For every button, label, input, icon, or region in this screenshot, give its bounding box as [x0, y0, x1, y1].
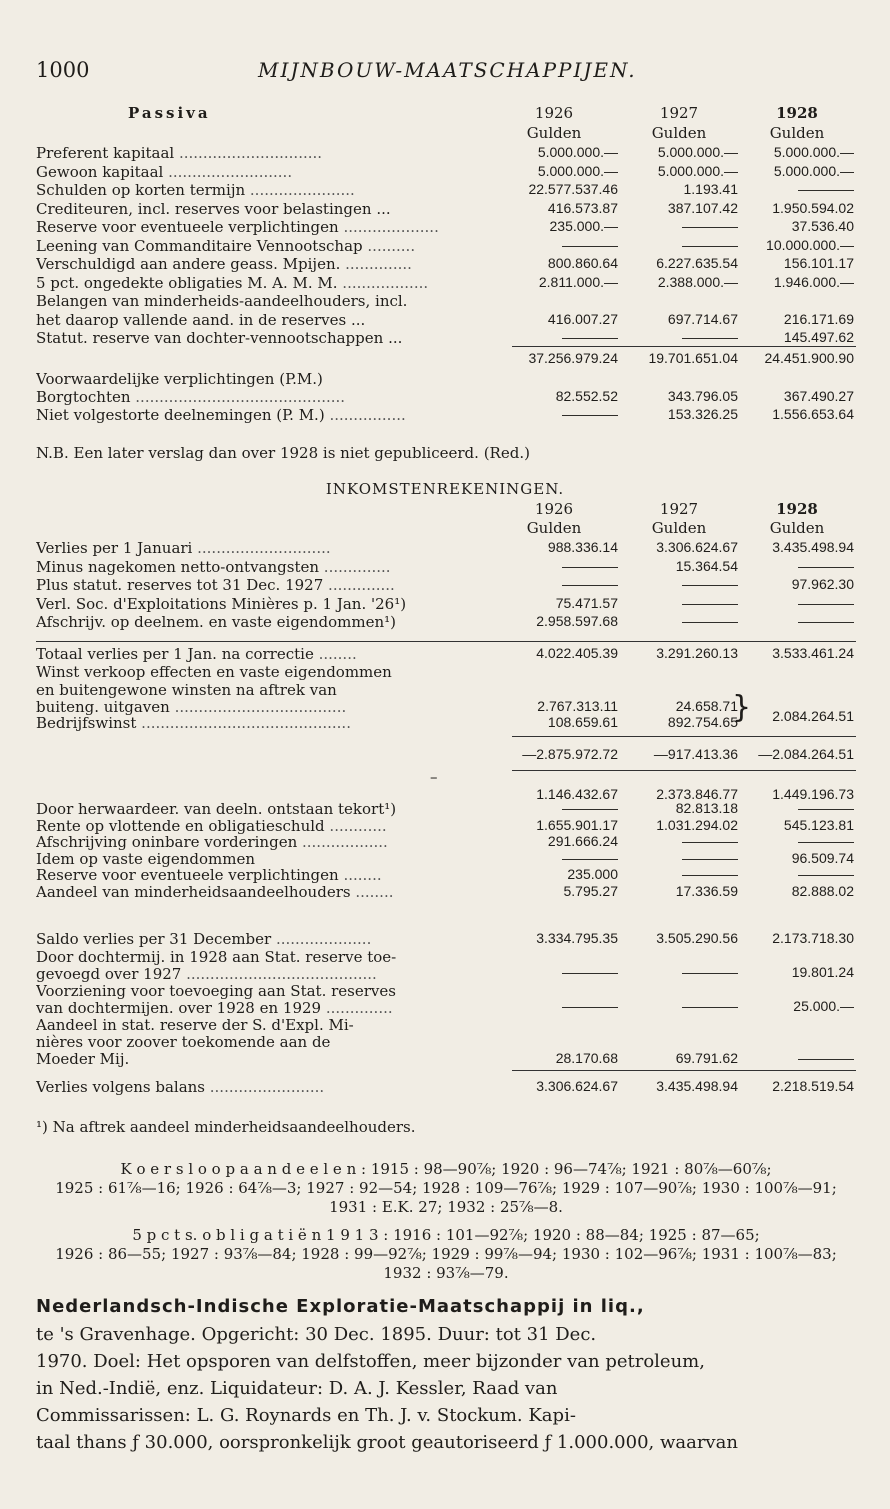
neg-total-rule-top	[512, 736, 856, 737]
value-3: 156.101.17	[783, 255, 854, 271]
value-1: 2.811.000.—	[538, 273, 618, 290]
passiva-note	[0, 444, 890, 464]
value-1: 108.659.61	[547, 714, 618, 730]
passiva-row	[0, 144, 890, 164]
leader-dots: ..................	[297, 833, 388, 851]
passiva-year-header	[0, 104, 890, 124]
value-1: 28.170.68	[555, 1050, 618, 1066]
value-1: 800.860.64	[547, 255, 618, 271]
total-loss-row	[0, 645, 890, 665]
row-label: Bedrijfswinst ............................................	[36, 714, 351, 732]
final-row	[0, 1078, 890, 1098]
aand-values	[0, 1050, 890, 1070]
leader-dots: ..............	[340, 255, 412, 273]
value-2: ————	[682, 833, 738, 849]
value-3: ————	[798, 833, 854, 849]
leader-dots: ........	[338, 866, 382, 884]
value-2: 343.796.05	[667, 388, 738, 404]
income-row	[0, 613, 890, 633]
value-1: 291.666.24	[547, 833, 618, 849]
obligaties-line: 5 p c t s. o b l i g a t i ë n 1 9 1 3 : 1916 : 101—92⅞; 1920 : 88—84; 1925 : 87—65;	[132, 1226, 760, 1244]
value-1: 416.007.27	[547, 310, 618, 327]
value-3: 1.556.653.64	[772, 406, 854, 422]
value-3: 216.171.69	[783, 310, 854, 327]
voorz-values	[0, 998, 890, 1018]
leader-dots: ................	[324, 406, 406, 424]
value-2: 3.505.290.56	[656, 930, 738, 946]
value-3: ————	[798, 557, 854, 574]
saldo-row	[0, 930, 890, 950]
row-label: Aandeel van minderheidsaandeelhouders ........	[36, 882, 394, 901]
passiva-row	[0, 218, 890, 238]
value-2: ————	[682, 849, 738, 866]
value-2: ————	[682, 594, 738, 611]
row-label: Totaal verlies per 1 Jan. na correctie ........	[36, 645, 357, 663]
value-2: ————	[682, 236, 738, 253]
income-year-header	[0, 500, 890, 520]
value-2: 5.000.000.—	[657, 144, 738, 160]
leader-dots: ............................................	[136, 714, 351, 732]
value-2: 3.435.498.94	[656, 1078, 738, 1094]
value-2: ————	[682, 866, 738, 882]
value-2: 82.813.18	[675, 800, 738, 816]
value-3: ————	[798, 613, 854, 629]
value-2: 3.291.260.13	[656, 645, 738, 661]
row-label: Voorwaardelijke verplichtingen (P.M.)	[36, 370, 323, 388]
leader-dots: ............	[324, 816, 387, 835]
page-header	[36, 58, 856, 88]
value-3: 145.497.62	[783, 329, 854, 345]
value-1: 22.577.537.46	[528, 181, 618, 197]
row-label: 5 pct. ongedekte obligaties M. A. M. M. ..................	[36, 273, 429, 292]
value-2: 17.336.59	[675, 882, 738, 899]
value-1: 3.334.795.35	[536, 930, 618, 946]
year-1928: 1928	[776, 104, 818, 122]
value-1: ————	[562, 557, 618, 574]
value-2: —917.413.36	[653, 746, 738, 762]
leader-dots: ............................................	[130, 388, 346, 406]
leader-dots: ..................	[337, 273, 429, 292]
row-label: gevoegd over 1927 ........................................	[36, 965, 377, 983]
value-2: 24.658.71	[675, 698, 738, 714]
company-name	[36, 1294, 864, 1320]
income-title: INKOMSTENREKENINGEN.	[325, 480, 565, 498]
value-3: ————	[798, 866, 854, 882]
row-label: Reserve voor eventueele verplichtingen ....................	[36, 218, 439, 236]
obligaties-line: 1932 : 93⅞—79.	[383, 1264, 509, 1282]
value-3: 2.218.519.54	[772, 1078, 854, 1094]
value-1: ————	[562, 236, 618, 253]
row-label: van dochtermijen. over 1928 en 1929 ..............	[36, 999, 393, 1017]
passiva-row	[0, 274, 890, 294]
value-3: ————	[798, 1050, 854, 1066]
value-3: ————	[798, 800, 854, 816]
row-label: en buitengewone winsten na aftrek van	[36, 680, 337, 699]
value-1: ————	[562, 406, 618, 422]
value-3: 3.435.498.94	[772, 539, 854, 555]
value-3: 96.509.74	[791, 849, 854, 866]
value-3: 2.084.264.51	[772, 708, 854, 724]
income-unit-header	[0, 519, 890, 539]
company-text-line: 1970. Doel: Het opsporen van delfstoffen, meer bijzonder van petroleum,	[36, 1351, 705, 1372]
value-2: 892.754.65	[667, 714, 738, 730]
footnote: ¹) Na aftrek aandeel minderheidsaandeelhouders.	[36, 1118, 416, 1136]
koersloop-line: 1931 : E.K. 27; 1932 : 25⅞—8.	[329, 1198, 563, 1216]
contingent-row	[0, 406, 890, 426]
value-2: 387.107.42	[667, 199, 738, 216]
value-3: 25.000.—	[793, 998, 854, 1014]
row-label: Moeder Mij.	[36, 1050, 130, 1068]
row-label: Statut. reserve van dochter-vennootschappen ...	[36, 329, 403, 347]
row-label: Idem op vaste eigendommen	[36, 849, 256, 868]
company-text-line: in Ned.-Indië, enz. Liquidateur: D. A. J. Kessler, Raad van	[36, 1378, 558, 1399]
value-3: 10.000.000.—	[766, 236, 854, 253]
row-label: Afschrijv. op deelnem. en vaste eigendommen¹)	[36, 613, 396, 631]
value-1: —2.875.972.72	[522, 746, 618, 762]
contingent-row	[0, 388, 890, 408]
company-name-text: Nederlandsch-Indische Exploratie-Maatschappij in liq.,	[36, 1296, 645, 1317]
value-1: 1.655.901.17	[536, 816, 618, 833]
value-2: 697.714.67	[667, 310, 738, 327]
value-1: 82.552.52	[555, 388, 618, 404]
door-values	[0, 964, 890, 984]
leader-dots: ..............	[323, 576, 395, 594]
leader-dots: ........................................	[181, 965, 377, 983]
unit-label: Gulden	[651, 519, 707, 537]
value-2: 6.227.635.54	[656, 255, 738, 271]
value-1: 5.000.000.—	[537, 144, 618, 160]
leader-dots: ..............	[321, 999, 393, 1017]
row-label: Niet volgestorte deelnemingen (P. M.) ................	[36, 406, 406, 424]
passiva-title: Passiva	[128, 104, 211, 122]
year-1927: 1927	[659, 500, 699, 518]
value-3: ————	[798, 594, 854, 611]
year-1926: 1926	[534, 104, 574, 122]
value-1: 5.000.000.—	[537, 162, 618, 179]
row-label: Door dochtermij. in 1928 aan Stat. reserve toe-	[36, 948, 397, 966]
value-1: 4.022.405.39	[536, 645, 618, 661]
value-3: 1.449.196.73	[772, 786, 854, 802]
row-label: buiteng. uitgaven ....................................	[36, 698, 347, 716]
leader-dots: ........................	[205, 1078, 325, 1096]
value-1: ————	[562, 576, 618, 592]
row-label: Verlies volgens balans ........................	[36, 1078, 325, 1096]
row-label: Minus nagekomen netto-ontvangsten ..............	[36, 557, 391, 576]
row-label: Preferent kapitaal ..............................	[36, 144, 323, 162]
income-row	[0, 595, 890, 615]
value-1: 3.306.624.67	[536, 1078, 618, 1094]
value-1: 416.573.87	[547, 199, 618, 216]
value-1: ————	[562, 998, 618, 1014]
leader-dots: ....................................	[169, 698, 347, 716]
passiva-row	[0, 255, 890, 275]
value-2: 19.701.651.04	[648, 350, 738, 366]
value-2: 1.031.294.02	[656, 816, 738, 833]
company-text-line: Commissarissen: L. G. Roynards en Th. J. v. Stockum. Kapi-	[36, 1405, 576, 1426]
value-2: 69.791.62	[675, 1050, 738, 1066]
page-number: 1000	[36, 58, 90, 82]
value-2: ————	[682, 964, 738, 980]
value-3: 367.490.27	[783, 388, 854, 404]
leader-dots: ..........	[362, 236, 416, 255]
koersloop-line: K o e r s l o o p a a n d e e l e n : 1915 : 98—90⅞; 1920 : 96—74⅞; 1921 : 80⅞—60⅞;	[120, 1160, 772, 1178]
row-label: Crediteuren, incl. reserves voor belastingen ...	[36, 199, 391, 218]
company-text-line: taal thans ƒ 30.000, oorspronkelijk groot geautoriseerd ƒ 1.000.000, waarvan	[36, 1432, 738, 1453]
leader-dots: ..........................	[163, 162, 293, 181]
leader-dots: ........	[350, 882, 394, 901]
obligaties-line: 1926 : 86—55; 1927 : 93⅞—84; 1928 : 99—92⅞; 1929 : 99⅞—94; 1930 : 102—96⅞; 1931 : 100⅞—83;	[55, 1245, 837, 1263]
final-rule	[512, 1070, 856, 1071]
row-label: Voorziening voor toevoeging aan Stat. reserves	[36, 982, 396, 1000]
value-1: 2.958.597.68	[536, 613, 618, 629]
value-3: 1.950.594.02	[772, 199, 854, 216]
value-1: ————	[562, 849, 618, 866]
row-label: Leening van Commanditaire Vennootschap ..........	[36, 236, 416, 255]
unit-label: Gulden	[526, 124, 582, 142]
leader-dots: ........	[313, 645, 357, 663]
value-1: ————	[562, 329, 618, 345]
neg-total-row	[0, 746, 890, 766]
row-label: Verl. Soc. d'Exploitations Minières p. 1 Jan. '26¹)	[36, 594, 407, 613]
row-label: Reserve voor eventueele verplichtingen ........	[36, 866, 382, 884]
passiva-row	[0, 181, 890, 201]
value-1: 988.336.14	[547, 539, 618, 555]
value-3: —2.084.264.51	[758, 746, 854, 762]
income-row	[0, 883, 890, 903]
passiva-row	[0, 311, 890, 331]
value-3: 82.888.02	[791, 882, 854, 899]
running-title: MIJNBOUW-MAATSCHAPPIJEN.	[258, 58, 637, 82]
unit-label: Gulden	[769, 124, 825, 142]
row-label: Verlies per 1 Januari ............................	[36, 539, 331, 557]
value-3: 3.533.461.24	[772, 645, 854, 661]
passiva-row	[0, 163, 890, 183]
value-3: 1.946.000.—	[773, 273, 854, 290]
value-3: 2.173.718.30	[772, 930, 854, 946]
value-3: ————	[798, 181, 854, 197]
row-label: Plus statut. reserves tot 31 Dec. 1927 ..............	[36, 576, 395, 594]
row-label: Borgtochten ............................................	[36, 388, 346, 406]
value-3: 97.962.30	[791, 576, 854, 592]
passiva-total-rule	[512, 346, 856, 347]
value-2: 3.306.624.67	[656, 539, 738, 555]
leader-dots: ....................	[338, 218, 439, 236]
value-2: 2.373.846.77	[656, 786, 738, 802]
row-label: Door herwaardeer. van deeln. ontstaan tekort¹)	[36, 800, 397, 818]
value-2: 153.326.25	[667, 406, 738, 422]
passiva-row	[0, 200, 890, 220]
year-1927: 1927	[659, 104, 699, 122]
passiva-row	[0, 237, 890, 257]
value-1: 5.795.27	[563, 882, 618, 899]
row-label: nières voor zoover toekomende aan de	[36, 1033, 331, 1051]
leader-dots: ..............	[319, 557, 391, 576]
row-label: Schulden op korten termijn ......................	[36, 181, 355, 199]
value-2: ————	[682, 576, 738, 592]
unit-label: Gulden	[651, 124, 707, 142]
value-1: 1.146.432.67	[536, 786, 618, 802]
year-1928: 1928	[776, 500, 818, 518]
row-label: Belangen van minderheids-aandeelhouders, incl.	[36, 292, 408, 310]
value-2: 15.364.54	[675, 557, 738, 574]
unit-label: Gulden	[769, 519, 825, 537]
row-label: Verschuldigd aan andere geass. Mpijen. ..............	[36, 255, 412, 273]
income-block1-rule	[36, 641, 856, 642]
row-label: Aandeel in stat. reserve der S. d'Expl. Mi-	[36, 1016, 354, 1034]
passiva-row	[0, 292, 890, 312]
value-1: ————	[562, 800, 618, 816]
value-3: 5.000.000.—	[773, 144, 854, 160]
company-text-line: te 's Gravenhage. Opgericht: 30 Dec. 1895. Duur: tot 31 Dec.	[36, 1324, 597, 1345]
value-2: 5.000.000.—	[657, 162, 738, 179]
note-text: N.B. Een later verslag dan over 1928 is niet gepubliceerd. (Red.)	[36, 444, 530, 462]
row-label: het daarop vallende aand. in de reserves ...	[36, 310, 366, 329]
year-1926: 1926	[534, 500, 574, 518]
value-3: 24.451.900.90	[764, 350, 854, 366]
value-3: 545.123.81	[783, 816, 854, 833]
passiva-total	[0, 350, 890, 370]
leader-dots: ......................	[245, 181, 355, 199]
brace-bracket: }	[732, 690, 752, 725]
leader-dots: ..............................	[174, 144, 323, 162]
neg-total-rule-bottom	[512, 770, 856, 771]
row-label: Afschrijving oninbare vorderingen ..................	[36, 833, 388, 851]
value-2: ————	[682, 998, 738, 1014]
row-label: Gewoon kapitaal ..........................	[36, 162, 293, 181]
value-1: 75.471.57	[555, 594, 618, 611]
income-row	[0, 576, 890, 596]
value-3: 37.536.40	[791, 218, 854, 234]
value-1: 235.000.—	[549, 218, 618, 234]
value-1: 37.256.979.24	[528, 350, 618, 366]
value-2: 2.388.000.—	[657, 273, 738, 290]
value-1: 2.767.313.11	[537, 698, 618, 714]
value-2: ————	[682, 329, 738, 345]
value-3: 5.000.000.—	[773, 162, 854, 179]
value-2: 1.193.41	[683, 181, 738, 197]
koersloop-line: 1925 : 61⅞—16; 1926 : 64⅞—3; 1927 : 92—54; 1928 : 109—76⅞; 1929 : 107—90⅞; 1930 : 100⅞—91;	[55, 1179, 837, 1197]
row-label: Rente op vlottende en obligatieschuld ............	[36, 816, 387, 835]
value-1: 235.000	[567, 866, 618, 882]
value-3: 19.801.24	[791, 964, 854, 980]
leader-dots: ............................	[192, 539, 331, 557]
contingent-title	[0, 370, 890, 390]
value-1: ————	[562, 964, 618, 980]
value-2: ————	[682, 613, 738, 629]
row-label: Winst verkoop effecten en vaste eigendommen	[36, 663, 392, 681]
value-2: ————	[682, 218, 738, 234]
income-row	[0, 539, 890, 559]
leader-dots: ....................	[271, 930, 372, 948]
unit-label: Gulden	[526, 519, 582, 537]
income-row	[0, 558, 890, 578]
row-label: Saldo verlies per 31 December ....................	[36, 930, 372, 948]
passiva-unit-header	[0, 124, 890, 144]
minus-sign: –	[430, 768, 438, 786]
